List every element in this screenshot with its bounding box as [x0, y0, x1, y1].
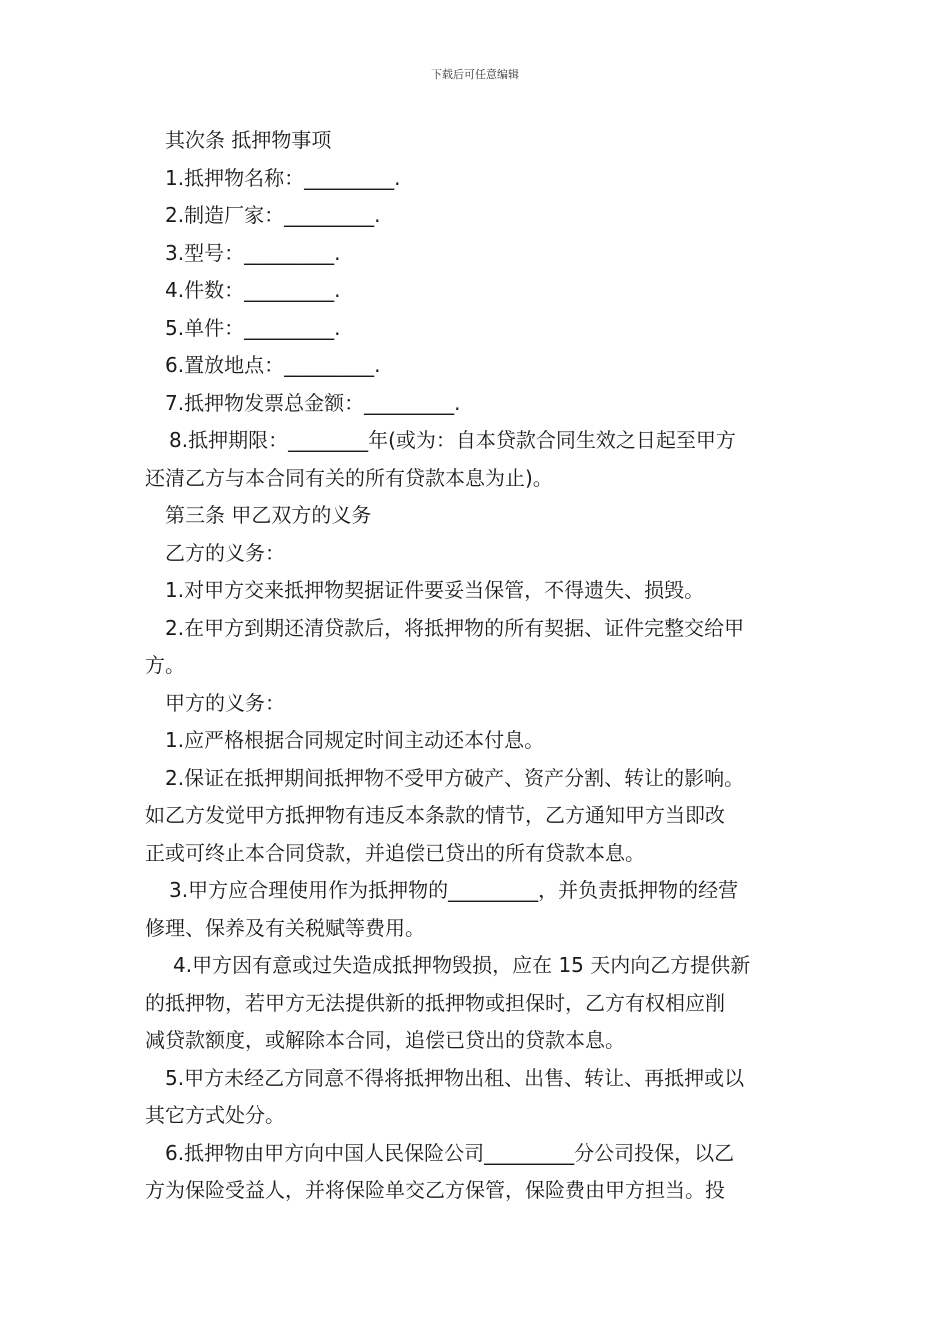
document-body	[145, 122, 810, 1210]
party-b-duty-1: 1.对甲方交来抵押物契据证件要妥当保管，不得遗失、损毁。	[165, 578, 705, 602]
party-a-duty-4-line-3: 减贷款额度，或解除本合同，追偿已贷出的贷款本息。	[145, 1028, 625, 1052]
item-manufacturer: 2.制造厂家：_________.	[165, 203, 381, 227]
party-a-duty-3-line-1: 3.甲方应合理使用作为抵押物的_________，并负责抵押物的经营	[169, 878, 739, 902]
item-invoice-amount: 7.抵押物发票总金额：_________.	[165, 390, 461, 415]
party-a-duty-4-line-2: 的抵押物，若甲方无法提供新的抵押物或担保时，乙方有权相应削	[145, 990, 725, 1015]
party-a-duty-6-line-2: 方为保险受益人，并将保险单交乙方保管，保险费由甲方担当。投	[145, 1178, 725, 1202]
party-a-duty-2-line-2: 如乙方发觉甲方抵押物有违反本条款的情节，乙方通知甲方当即改	[145, 803, 725, 827]
party-a-duty-6-line-1: 6.抵押物由甲方向中国人民保险公司_________分公司投保，以乙	[165, 1140, 735, 1165]
party-b-duty-2-line-2: 方。	[145, 653, 185, 677]
party-a-duty-4-line-1: 4.甲方因有意或过失造成抵押物毁损，应在 15 天内向乙方提供新	[173, 953, 751, 977]
item-quantity: 4.件数：_________.	[165, 278, 341, 302]
party-b-duty-2-line-1: 2.在甲方到期还清贷款后，将抵押物的所有契据、证件完整交给甲	[165, 615, 745, 640]
party-a-duty-2-line-3: 正或可终止本合同贷款，并追偿已贷出的所有贷款本息。	[145, 840, 645, 865]
item-term-line-1: 8.抵押期限：________年(或为：自本贷款合同生效之日起至甲方	[169, 428, 736, 452]
party-a-duty-3-line-2: 修理、保养及有关税赋等费用。	[145, 915, 425, 940]
party-b-duties-heading: 乙方的义务：	[165, 540, 285, 565]
item-location: 6.置放地点：_________.	[165, 353, 381, 377]
party-a-duty-2-line-1: 2.保证在抵押期间抵押物不受甲方破产、资产分割、转让的影响。	[165, 765, 745, 790]
party-a-duty-5-line-2: 其它方式处分。	[145, 1103, 285, 1127]
item-term-line-2: 还清乙方与本合同有关的所有贷款本息为止)。	[145, 465, 553, 490]
party-a-duties-heading: 甲方的义务：	[165, 690, 285, 715]
section-heading-3: 第三条 甲乙双方的义务	[165, 503, 372, 527]
page-header-note: 下载后可任意编辑	[431, 68, 519, 81]
party-a-duty-1: 1.应严格根据合同规定时间主动还本付息。	[165, 728, 545, 752]
item-unit: 5.单件：_________.	[165, 315, 341, 340]
party-a-duty-5-line-1: 5.甲方未经乙方同意不得将抵押物出租、出售、转让、再抵押或以	[165, 1065, 745, 1090]
item-model: 3.型号：_________.	[165, 240, 341, 265]
section-heading-2: 其次条 抵押物事项	[165, 128, 332, 152]
item-collateral-name: 1.抵押物名称：_________.	[165, 165, 401, 190]
